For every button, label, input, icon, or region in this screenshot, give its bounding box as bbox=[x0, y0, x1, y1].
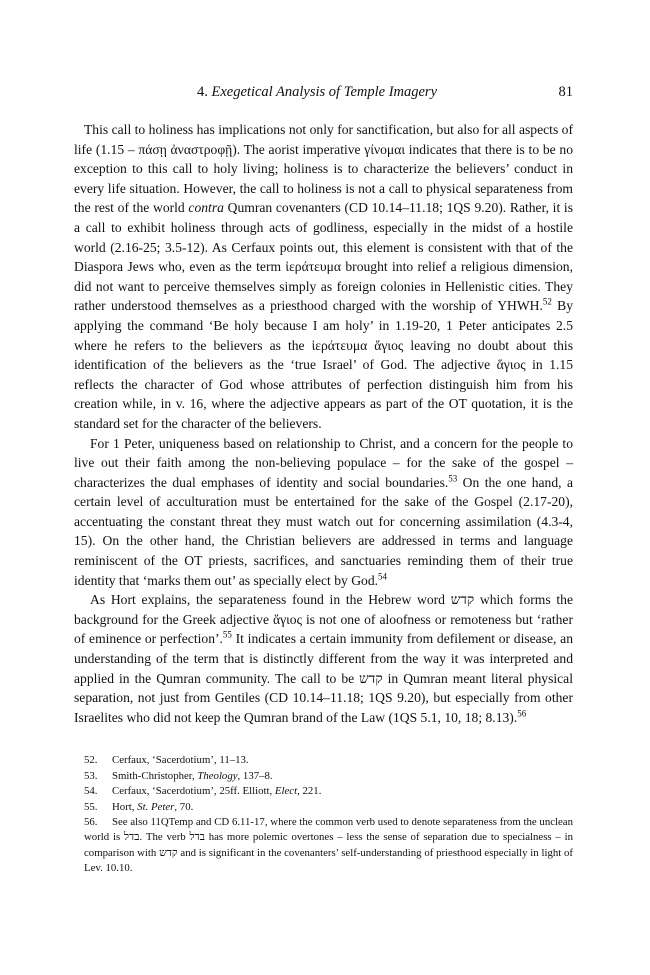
footnote bbox=[74, 800, 573, 815]
footnote-ref: 56 bbox=[517, 708, 527, 719]
text-run: Smith-Christopher, bbox=[112, 769, 198, 782]
italic-text: Elect bbox=[274, 785, 298, 798]
text-run: As Hort explains, the separateness found in the Hebrew word קדש which forms the background for the Greek adjective ἅγιος is not one of aloofness or remoteness but ‘rather of eminence or perfection’. bbox=[74, 592, 573, 647]
footnote-number: 53. bbox=[84, 769, 98, 782]
text-run: Hort, bbox=[112, 800, 138, 813]
footnote-number: 55. bbox=[84, 800, 98, 813]
footnote-ref: 52 bbox=[542, 296, 552, 307]
italic-text: Theology bbox=[197, 769, 238, 782]
text-run: Qumran covenanters (CD 10.14–11.18; 1QS 9.20). Rather, it is a call to exhibit holiness through acts of godliness, especially in the midst of a hostile world (2.16-25; 3.5-12). As Cerfaux points out, this element is consistent with that of the Diaspora Jews who, even as the term ἱεράτευμα brought into relief a religious dimension, did not want to perceive themselves simply as foreign colonies in Hellenistic cities. They rather understood themselves as a priesthood charged with the worship of YHWH. bbox=[74, 200, 573, 314]
book-page bbox=[74, 84, 573, 877]
italic-text: contra bbox=[188, 200, 224, 216]
paragraph bbox=[74, 120, 573, 434]
footnote-number: 54. bbox=[84, 785, 98, 798]
paragraph bbox=[74, 590, 573, 727]
footnote bbox=[74, 815, 573, 877]
page-number: 81 bbox=[558, 84, 573, 100]
footnote-text bbox=[112, 784, 321, 799]
text-run: It indicates a certain immunity from defilement or disease, an understanding of the term that is distinctly different from the way it was interpreted and applied in the Qumran community. The call to be קדש in Qumran meant literal physical separation, not just from Gentiles (CD 10.14–11.18; 1QS 9.20), but especially from other Israelites who did not keep the Qumran brand of the Law (1QS 5.1, 10, 18; 8.13). bbox=[74, 631, 573, 725]
italic-text: St. Peter bbox=[137, 800, 175, 813]
footnote bbox=[74, 753, 573, 768]
chapter-title: 4. Exegetical Analysis of Temple Imagery bbox=[197, 84, 438, 100]
text-run: , 70. bbox=[174, 800, 194, 813]
footnote-number: 56. bbox=[84, 816, 98, 829]
footnote-ref: 53 bbox=[448, 473, 458, 484]
text-run: , 221. bbox=[297, 785, 322, 798]
paragraph bbox=[74, 434, 573, 591]
footnote-text bbox=[112, 769, 273, 784]
footnote-ref: 55 bbox=[222, 629, 232, 640]
footnotes bbox=[74, 753, 573, 876]
footnote-text bbox=[84, 816, 573, 874]
text-run: Cerfaux, ‘Sacerdotium’, 11–13. bbox=[112, 754, 249, 767]
text-run: See also 11QTemp and CD 6.11-17, where the common verb used to denote separateness from the unclean world is בדל. The verb בדל has more polemic overtones – less the sense of separation due to specialness – in comparison with קדש and is significant in the covenanters’ self-understanding of priesthood especially in light of Lev. 10.10. bbox=[84, 816, 573, 875]
footnote-ref: 54 bbox=[378, 571, 388, 582]
text-run: By applying the command ‘Be holy because I am holy’ in 1.19-20, 1 Peter anticipates 2.5 where he refers to the believers as the ἱεράτευμα ἅγιος leaving no doubt about this identification of the believers as the ‘true Israel’ of God. The adjective ἅγιος in 1.15 reflects the character of God whose attributes of perfection distinguish him from his creation while, in v. 16, where the adjective appears as part of the OT quotation, it is the standard set for the character of the believers. bbox=[74, 298, 574, 431]
footnote-text bbox=[112, 753, 249, 768]
text-run: For 1 Peter, uniqueness based on relationship to Christ, and a concern for the people to live out their faith among the non-believing populace – for the sake of the gospel – characterizes the dual emphases of identity and social boundaries. bbox=[74, 435, 573, 490]
text-run: On the one hand, a certain level of acculturation must be entertained for the sake of the Gospel (2.17-20), accentuating the constant threat they must watch out for concerning assimilation (4.3-4, 15). On the other hand, the Christian believers are addressed in terms and language reminiscent of the OT priests, sacrifices, and sanctuaries reminding them of their true identity that ‘marks them out’ as specially elect by God. bbox=[74, 474, 573, 588]
text-run: , 137–8. bbox=[237, 769, 273, 782]
running-header bbox=[74, 84, 573, 106]
footnote-text bbox=[112, 800, 193, 815]
footnote-number: 52. bbox=[84, 754, 98, 767]
text-run: This call to holiness has implications not only for sanctification, but also for all aspects of life (1.15 – πάσῃ ἀναστροφῇ). The aorist imperative γίνομαι indicates that there is to be no exception to this call to holy living; holiness is to characterize the believers’ conduct in every life situation. However, the call to holiness is not a call to physical separateness from the rest of the world bbox=[74, 122, 573, 216]
text-run: Cerfaux, ‘Sacerdotium’, 25ff. Elliott, bbox=[112, 785, 275, 798]
body-text bbox=[74, 120, 573, 727]
footnote bbox=[74, 784, 573, 799]
footnote bbox=[74, 769, 573, 784]
